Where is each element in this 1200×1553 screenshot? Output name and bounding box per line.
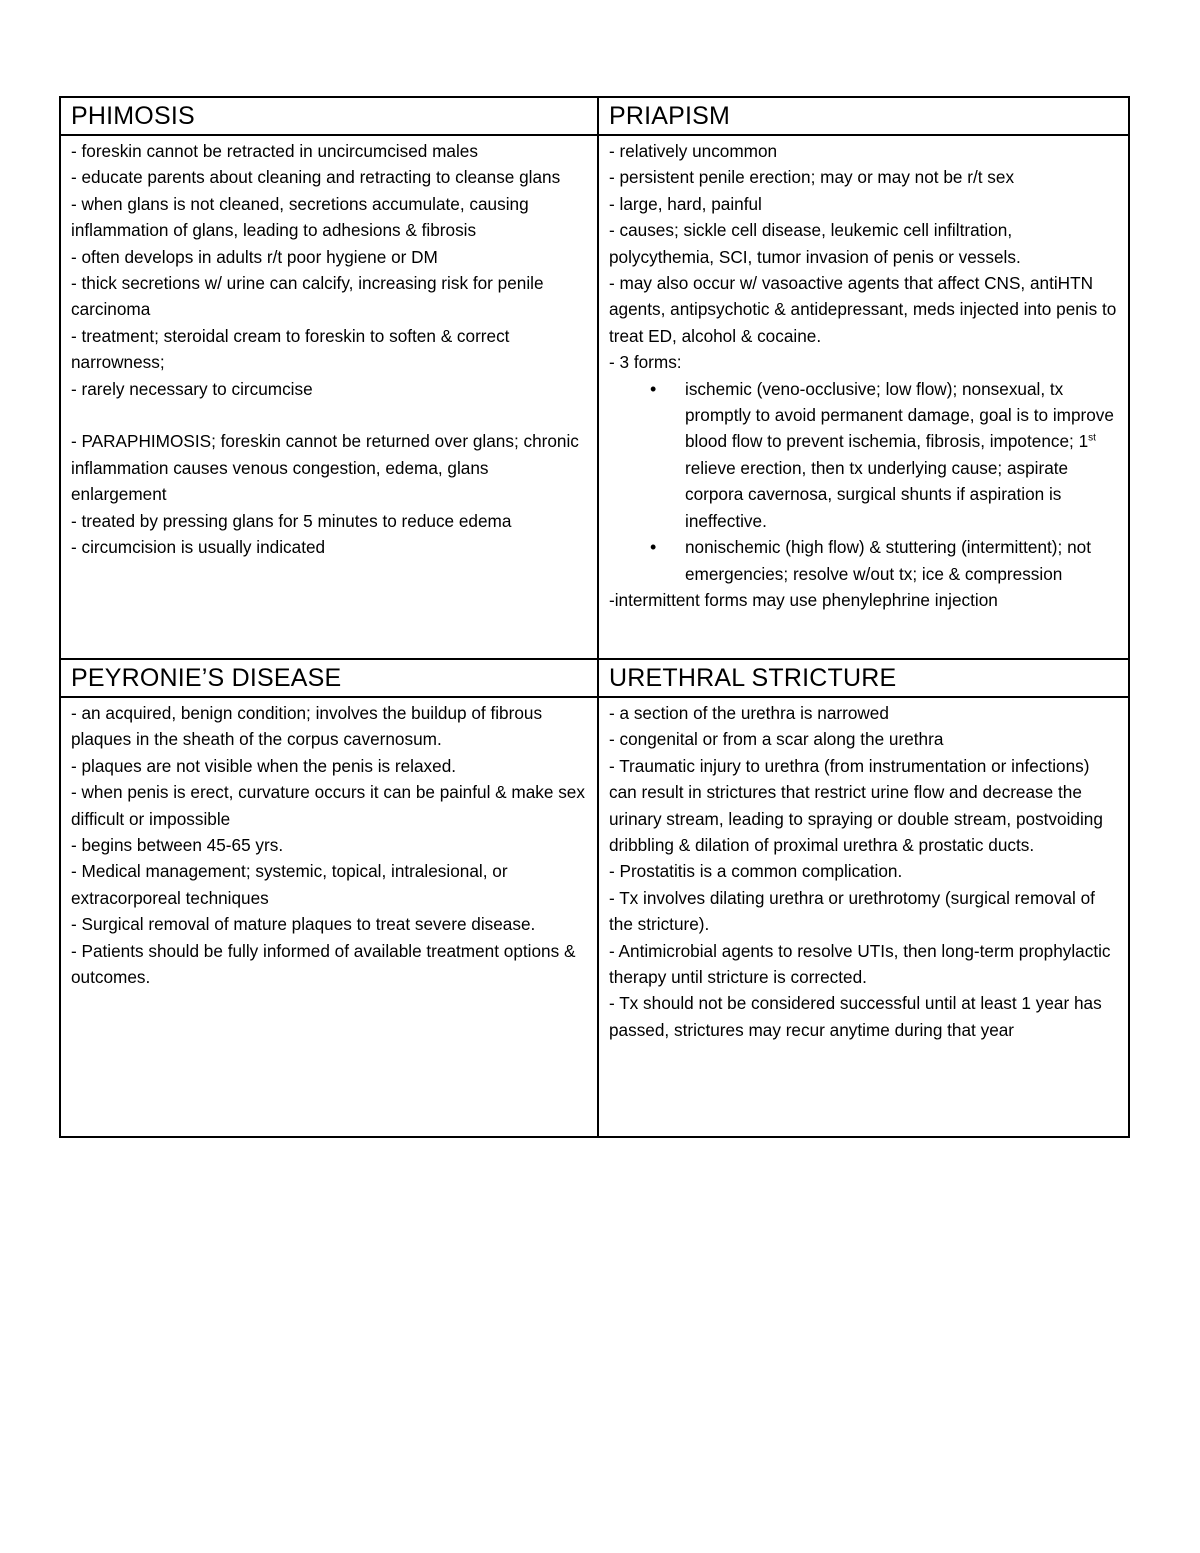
phimosis-line: - foreskin cannot be retracted in uncircumcised males <box>71 141 478 161</box>
peyronie-line: - plaques are not visible when the penis is relaxed. <box>71 755 457 776</box>
body-row-1 <box>60 135 1129 659</box>
urethral-line: - Antimicrobial agents to resolve UTIs, then long-term prophylactic therapy until stricture is corrected. <box>609 940 1111 988</box>
priapism-line: - 3 forms: <box>609 352 682 373</box>
priapism-form-ischemic <box>685 376 1118 534</box>
urethral-line: - Traumatic injury to urethra (from instrumentation or infections) can result in strictures that restrict urine flow and decrease the urinary stream, leading to spraying or double stream, postvoiding dribbling & dilation of proximal urethra & prostatic ducts. <box>609 755 1103 856</box>
paraphimosis-line: - treated by pressing glans for 5 minutes to reduce edema <box>71 510 512 531</box>
notes-table <box>59 96 1130 1138</box>
priapism-line: - causes; sickle cell disease, leukemic cell infiltration, polycythemia, SCI, tumor invasion of penis or vessels. <box>609 220 1021 267</box>
priapism-form-nonischemic <box>685 534 1118 587</box>
peyronie-header-cell <box>60 659 598 697</box>
urethral-header-cell <box>598 659 1129 697</box>
peyronie-line: - Medical management; systemic, topical, intralesional, or extracorporeal techniques <box>71 861 508 908</box>
phimosis-line: - educate parents about cleaning and retracting to cleanse glans <box>71 167 561 188</box>
ischemic-text-b: relieve erection, then tx underlying cause; aspirate corpora cavernosa, surgical shunts if aspiration is ineffective. <box>685 457 1069 531</box>
urethral-line: - Prostatitis is a common complication. <box>609 861 903 882</box>
priapism-last-line: -intermittent forms may use phenylephrine injection <box>609 589 998 610</box>
phimosis-body <box>60 135 598 659</box>
peyronie-line: - Surgical removal of mature plaques to treat severe disease. <box>71 914 536 935</box>
urethral-line: - Tx should not be considered successful until at least 1 year has passed, strictures may recur anytime during that year <box>609 993 1102 1040</box>
ischemic-superscript: st <box>1088 432 1096 444</box>
paraphimosis-line: - circumcision is usually indicated <box>71 537 326 558</box>
urethral-line: - a section of the urethra is narrowed <box>609 703 889 723</box>
paragraph-gap <box>71 402 587 428</box>
priapism-forms-list <box>609 376 1118 587</box>
peyronie-body <box>60 697 598 1137</box>
urethral-line: - congenital or from a scar along the urethra <box>609 729 944 750</box>
phimosis-line: - rarely necessary to circumcise <box>71 378 313 399</box>
nonischemic-text: nonischemic (high flow) & stuttering (intermittent); not emergencies; resolve w/out tx; ice & compression <box>685 537 1091 584</box>
phimosis-line: - thick secretions w/ urine can calcify, increasing risk for penile carcinoma <box>71 273 544 320</box>
peyronie-line: - an acquired, benign condition; involves the buildup of fibrous plaques in the sheath of the corpus cavernosum. <box>71 703 543 750</box>
peyronie-title: PEYRONIE’S DISEASE <box>71 664 342 692</box>
priapism-title: PRIAPISM <box>609 102 731 130</box>
phimosis-header-cell <box>60 97 598 135</box>
header-row-1 <box>60 97 1129 135</box>
peyronie-line: - when penis is erect, curvature occurs it can be painful & make sex difficult or impossible <box>71 782 585 829</box>
priapism-body <box>598 135 1129 659</box>
urethral-title: URETHRAL STRICTURE <box>609 664 897 692</box>
header-row-2 <box>60 659 1129 697</box>
priapism-line: - relatively uncommon <box>609 141 778 161</box>
urethral-body <box>598 697 1129 1137</box>
priapism-header-cell <box>598 97 1129 135</box>
urethral-line: - Tx involves dilating urethra or urethrotomy (surgical removal of the stricture). <box>609 887 1095 935</box>
priapism-line: - persistent penile erection; may or may not be r/t sex <box>609 167 1015 188</box>
peyronie-line: - begins between 45-65 yrs. <box>71 835 284 856</box>
phimosis-line: - when glans is not cleaned, secretions accumulate, causing inflammation of glans, leading to adhesions & fibrosis <box>71 193 529 241</box>
paraphimosis-line: - PARAPHIMOSIS; foreskin cannot be returned over glans; chronic inflammation causes venous congestion, edema, glans enlargement <box>71 431 579 505</box>
ischemic-text-a: ischemic (veno-occlusive; low flow); nonsexual, tx promptly to avoid permanent damage, goal is to improve blood flow to prevent ischemia, fibrosis, impotence; 1 <box>685 378 1114 452</box>
priapism-line: - may also occur w/ vasoactive agents that affect CNS, antiHTN agents, antipsychotic & antidepressant, meds injected into penis to treat ED, alcohol & cocaine. <box>609 273 1117 346</box>
phimosis-title: PHIMOSIS <box>71 102 195 130</box>
peyronie-line: - Patients should be fully informed of available treatment options & outcomes. <box>71 940 576 988</box>
phimosis-line: - treatment; steroidal cream to foreskin to soften & correct narrowness; <box>71 325 510 373</box>
phimosis-line: - often develops in adults r/t poor hygiene or DM <box>71 246 438 267</box>
priapism-line: - large, hard, painful <box>609 193 762 214</box>
body-row-2 <box>60 697 1129 1137</box>
